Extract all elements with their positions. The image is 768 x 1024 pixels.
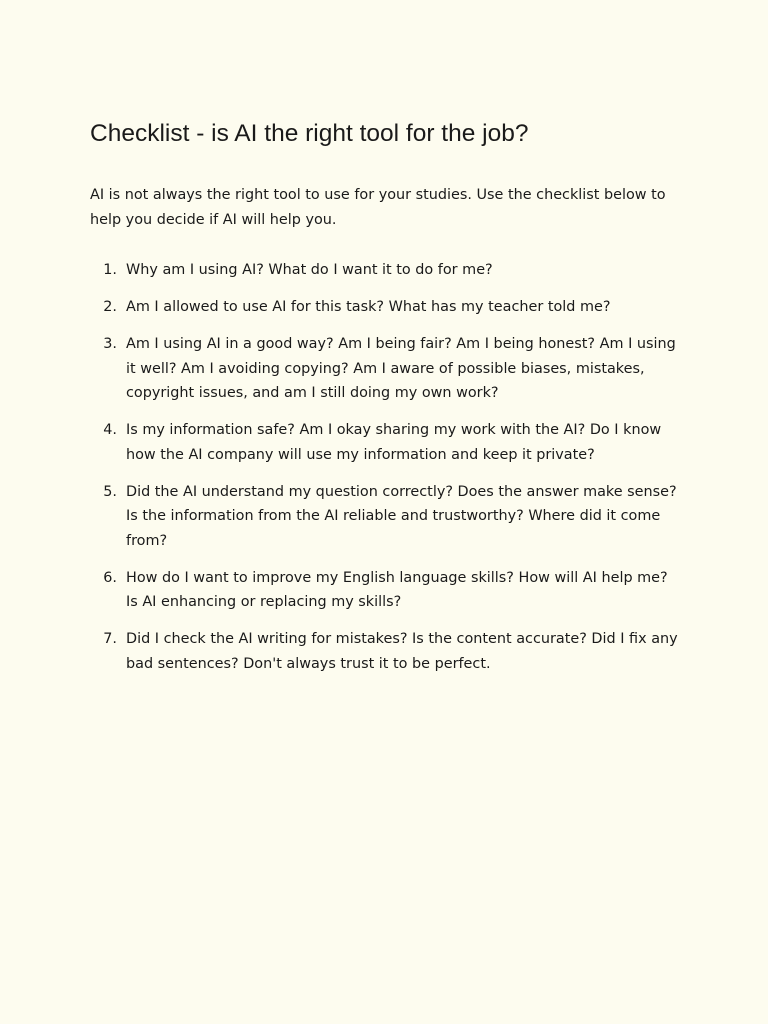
- item-text: Did the AI understand my question correctly? Does the answer make sense? Is the information from the AI reliable and trustworthy? Where did it come from?: [126, 483, 677, 549]
- item-number: 1.: [103, 262, 117, 278]
- checklist-item: [90, 418, 682, 467]
- checklist-item: [90, 258, 682, 283]
- page-title: Checklist - is AI the right tool for the job?: [90, 120, 529, 147]
- checklist-item: [90, 332, 682, 406]
- checklist-item: [90, 295, 682, 320]
- intro-paragraph: AI is not always the right tool to use for your studies. Use the checklist below to help you decide if AI will help you.: [90, 187, 666, 228]
- item-number: 7.: [103, 631, 117, 647]
- item-number: 4.: [103, 422, 117, 438]
- item-text: Am I using AI in a good way? Am I being fair? Am I being honest? Am I using it well? Am I avoiding copying? Am I aware of possible biases, mistakes, copyright issues, and am I still doing my own work?: [126, 336, 676, 401]
- item-text: Did I check the AI writing for mistakes? Is the content accurate? Did I fix any bad sentences? Don't always trust it to be perfect.: [126, 631, 678, 672]
- item-text: Why am I using AI? What do I want it to do for me?: [126, 262, 493, 278]
- item-number: 6.: [103, 569, 117, 586]
- checklist: [90, 258, 682, 676]
- item-number: 5.: [103, 483, 117, 500]
- item-number: 2.: [103, 299, 117, 315]
- item-number: 3.: [103, 336, 117, 352]
- checklist-item: [90, 627, 682, 676]
- checklist-item: [90, 566, 682, 615]
- item-text: How do I want to improve my English language skills? How will AI help me? Is AI enhancing or replacing my skills?: [126, 569, 668, 610]
- item-text: Is my information safe? Am I okay sharing my work with the AI? Do I know how the AI company will use my information and keep it private?: [126, 422, 662, 463]
- item-text: Am I allowed to use AI for this task? What has my teacher told me?: [126, 299, 611, 315]
- checklist-item: [90, 480, 682, 554]
